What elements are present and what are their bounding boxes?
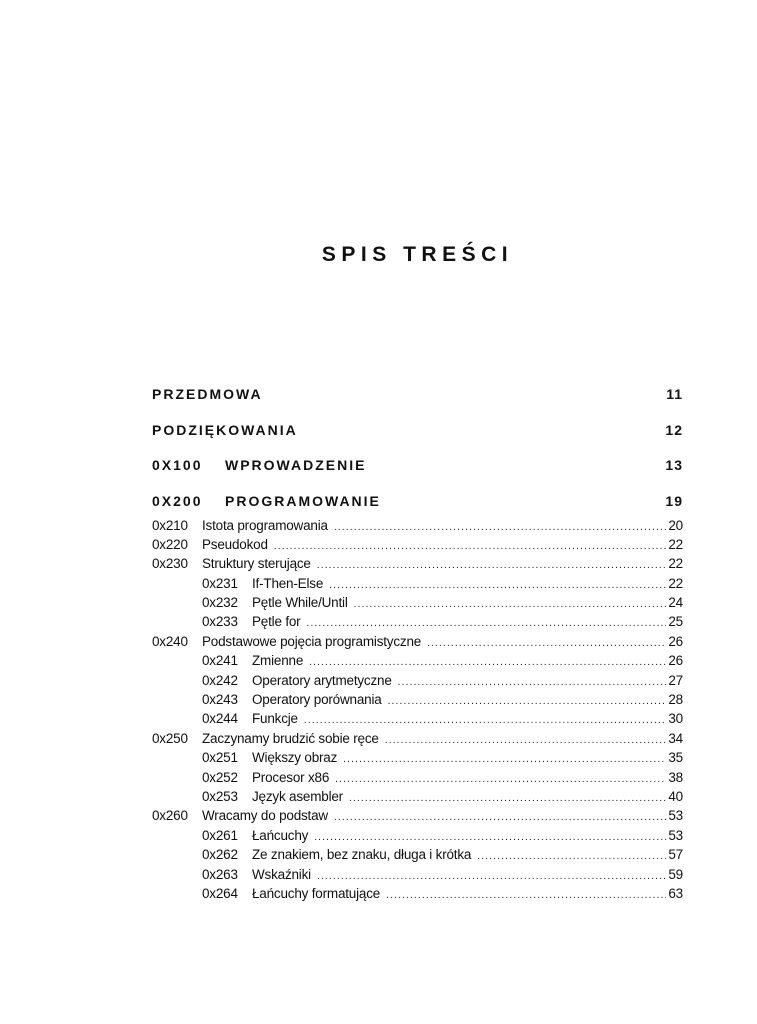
chapter-page: 12 — [665, 421, 683, 438]
entry-page: 26 — [668, 633, 683, 649]
entry-page: 34 — [668, 730, 683, 746]
toc-chapter — [152, 386, 683, 422]
entry-code: 0x264 — [202, 885, 238, 901]
chapter-page: 19 — [665, 492, 683, 509]
entry-page: 22 — [668, 575, 683, 591]
entry-code: 0x231 — [202, 575, 238, 591]
entry-page: 35 — [668, 750, 683, 766]
leader-dots — [477, 851, 666, 862]
entry-label: Operatory arytmetyczne — [252, 672, 392, 688]
toc-chapter — [152, 457, 683, 493]
toc-entry — [152, 518, 683, 537]
chapter-title: WPROWADZENIE — [225, 457, 367, 473]
toc-subentry — [152, 770, 683, 789]
toc-subentry — [152, 692, 683, 711]
entry-code: 0x262 — [202, 847, 238, 863]
entry-label: Operatory porównania — [252, 692, 382, 708]
toc-subentry — [152, 595, 683, 614]
toc-subentry — [152, 828, 683, 847]
toc-entry — [152, 808, 683, 827]
toc-subentry — [152, 789, 683, 808]
toc-subentry — [152, 886, 683, 905]
leader-dots — [386, 890, 666, 901]
entry-page: 22 — [668, 556, 683, 572]
toc-chapter — [152, 422, 683, 458]
entry-code: 0x250 — [152, 730, 188, 746]
entry-code: 0x244 — [202, 711, 238, 727]
entry-label: Większy obraz — [252, 750, 338, 766]
entry-code: 0x233 — [202, 614, 238, 630]
entry-code: 0x261 — [202, 827, 238, 843]
toc-subentry — [152, 614, 683, 633]
leader-dots — [398, 677, 667, 688]
entry-page: 57 — [668, 847, 683, 863]
entry-page: 53 — [668, 808, 683, 824]
entry-label: Istota programowania — [202, 517, 328, 533]
toc-subentry — [152, 867, 683, 886]
toc-entry — [152, 556, 683, 575]
entry-label: Wskaźniki — [252, 866, 311, 882]
leader-dots — [304, 715, 667, 726]
leader-dots — [334, 522, 667, 533]
entry-code: 0x240 — [152, 633, 188, 649]
leader-dots — [354, 599, 667, 610]
entry-page: 27 — [668, 672, 683, 688]
leader-dots — [343, 754, 666, 765]
entry-label: If-Then-Else — [252, 575, 324, 591]
chapter-title: PROGRAMOWANIE — [225, 492, 381, 509]
leader-dots — [274, 541, 667, 552]
entry-code: 0x251 — [202, 750, 238, 766]
entry-code: 0x252 — [202, 769, 238, 785]
entry-label: Łańcuchy formatujące — [252, 885, 381, 901]
leader-dots — [388, 696, 667, 707]
entry-code: 0x243 — [202, 692, 238, 708]
leader-dots — [385, 735, 667, 746]
chapter-title: PRZEDMOWA — [152, 386, 263, 402]
toc-entry — [152, 634, 683, 653]
entry-label: Procesor x86 — [252, 769, 330, 785]
entry-label: Łańcuchy — [252, 827, 309, 843]
entry-label: Ze znakiem, bez znaku, długa i krótka — [252, 847, 472, 863]
toc-subentry — [152, 847, 683, 866]
entry-label: Wracamy do podstaw — [202, 808, 328, 824]
chapter-code: 0X200 — [152, 492, 203, 509]
entry-code: 0x242 — [202, 672, 238, 688]
entry-label: Pętle for — [252, 614, 301, 630]
entry-code: 0x241 — [202, 653, 238, 669]
entry-page: 59 — [668, 866, 683, 882]
entry-page: 40 — [668, 788, 683, 804]
leader-dots — [309, 657, 666, 668]
toc-subentry — [152, 576, 683, 595]
entry-code: 0x220 — [152, 536, 188, 552]
entry-label: Podstawowe pojęcia programistyczne — [202, 633, 422, 649]
entry-label: Funkcje — [252, 711, 298, 727]
entry-code: 0x232 — [202, 595, 238, 611]
leader-dots — [334, 812, 666, 823]
entry-page: 30 — [668, 711, 683, 727]
page-title: SPIS TREŚCI — [321, 243, 514, 266]
entry-code: 0x253 — [202, 788, 238, 804]
toc-chapter — [152, 493, 683, 518]
toc-subentry — [152, 711, 683, 730]
chapter-title: PODZIĘKOWANIA — [152, 421, 298, 438]
entry-page: 63 — [668, 885, 683, 901]
entry-page: 25 — [668, 614, 683, 630]
leader-dots — [306, 618, 666, 629]
entry-label: Struktury sterujące — [202, 556, 311, 572]
leader-dots — [329, 580, 666, 591]
toc-subentry — [152, 673, 683, 692]
leader-dots — [335, 774, 666, 785]
entry-page: 26 — [668, 653, 683, 669]
chapter-page: 11 — [666, 386, 683, 402]
toc-subentry — [152, 653, 683, 672]
entry-code: 0x260 — [152, 808, 188, 824]
entry-code: 0x210 — [152, 517, 188, 533]
entry-label: Zmienne — [252, 653, 304, 669]
entry-page: 28 — [668, 692, 683, 708]
entry-label: Pseudokod — [202, 536, 268, 552]
leader-dots — [349, 793, 666, 804]
entry-code: 0x263 — [202, 866, 238, 882]
entry-label: Pętle While/Until — [252, 595, 348, 611]
chapter-page: 13 — [665, 457, 683, 473]
entry-page: 53 — [668, 827, 683, 843]
leader-dots — [314, 832, 666, 843]
chapter-code: 0X100 — [152, 457, 203, 473]
leader-dots — [427, 638, 666, 649]
toc-entry — [152, 731, 683, 750]
entry-page: 38 — [668, 769, 683, 785]
entry-label: Język asembler — [252, 788, 343, 804]
table-of-contents — [152, 386, 683, 905]
entry-page: 22 — [668, 536, 683, 552]
entry-page: 24 — [668, 595, 683, 611]
entry-code: 0x230 — [152, 556, 188, 572]
leader-dots — [317, 560, 667, 571]
toc-entry — [152, 537, 683, 556]
toc-subentry — [152, 750, 683, 769]
entry-page: 20 — [668, 517, 683, 533]
entry-label: Zaczynamy brudzić sobie ręce — [202, 730, 379, 746]
leader-dots — [317, 871, 666, 882]
